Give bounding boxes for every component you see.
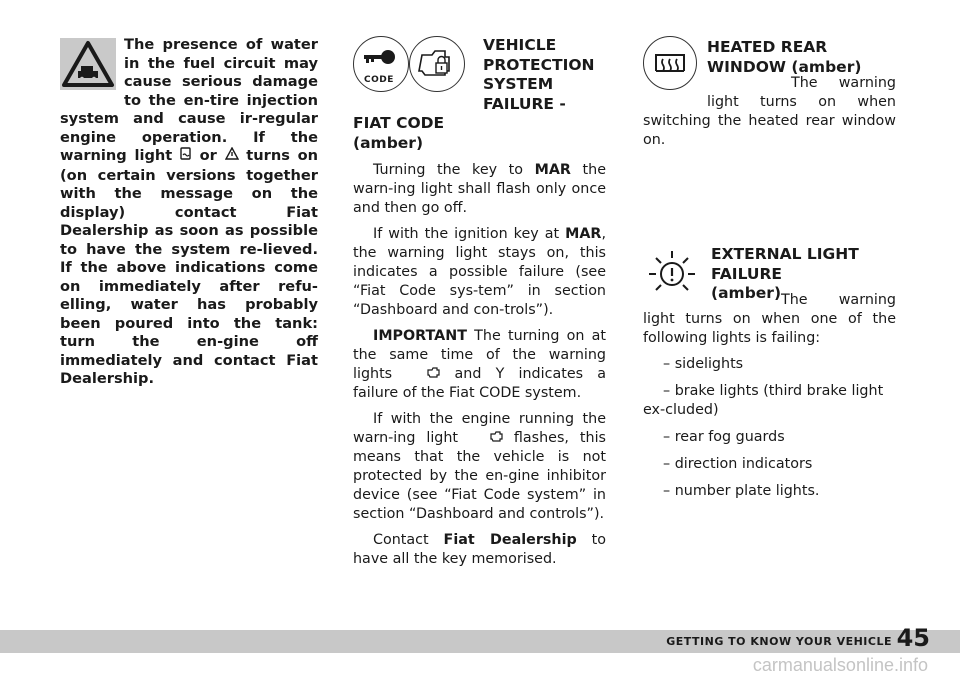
fuel-water-icon	[180, 147, 192, 167]
column-fiat-code	[353, 36, 606, 576]
external-light-text: The warning light turns on when one of the following lights is failing:	[643, 292, 896, 346]
water-in-fuel-warning: The presence of water in the fuel circuit may cause serious damage to the en-tire injection system and cause ir-regular engine operation. If the warning light or turns on (on certain versions together with the message on the display) contact Fiat Dealership as soon as possible to have the system re-lieved. If the above indications come on immediately after refu-elling, water has probably been poured into the tank: turn the en-gine off immediately and contact Fiat Dealership.	[60, 36, 318, 387]
heated-rear-window-icon	[643, 36, 697, 90]
column-water-in-fuel	[60, 36, 318, 389]
list-item: – number plate lights.	[663, 483, 820, 499]
car-warning-triangle-icon	[60, 38, 116, 90]
engine-warning-inline-icon	[406, 365, 440, 384]
list-item: – direction indicators	[663, 456, 813, 472]
section-label: GETTING TO KNOW YOUR VEHICLE	[666, 635, 892, 648]
list-item: – sidelights	[663, 356, 744, 372]
external-light-heading: EXTERNAL LIGHT FAILURE (amber)	[711, 245, 859, 302]
key-code-icon	[353, 36, 409, 92]
heated-window-text: The warning light turns on when switching the heated rear window on.	[643, 75, 896, 148]
watermark: carmanualsonline.info	[752, 655, 928, 675]
warning-triangle-icon	[225, 147, 239, 167]
list-item: – rear fog guards	[663, 429, 785, 445]
fiat-code-paragraph-4: If with the engine running the warn-ing light flashes, this means that the vehicle is not protected by the en-gine inhibitor device (see “Fiat Code system” in section “Dashboard and controls”).	[353, 411, 606, 522]
engine-inhibitor-icon	[409, 36, 465, 92]
fiat-code-paragraph-1: Turning the key to MAR the warn-ing light shall flash only once and then go off.	[353, 162, 606, 216]
failing-lights-list	[643, 355, 896, 501]
list-item: – brake lights (third brake light ex-cluded)	[643, 383, 884, 418]
page-number: 45	[896, 624, 930, 652]
external-light-failure-icon	[643, 245, 701, 303]
fiat-code-heading: VEHICLE PROTECTION SYSTEM FAILURE - FIAT CODE (amber)	[353, 36, 595, 152]
heated-window-heading: HEATED REAR WINDOW (amber)	[707, 38, 862, 76]
fiat-code-paragraph-2: If with the ignition key at MAR, the warning light stays on, this indicates a possible failure (see “Fiat Code sys-tem” in section “Dashboard and con-trols”).	[353, 226, 606, 318]
fiat-code-paragraph-3: IMPORTANT The turning on at the same time of the warning lights and Y indicates a failure of the Fiat CODE system.	[353, 328, 607, 401]
fiat-code-paragraph-5: Contact Fiat Dealership to have all the key memorised.	[353, 532, 607, 567]
fiat-code-icons	[353, 36, 473, 92]
column-lights	[643, 36, 896, 509]
code-label: CODE	[364, 75, 394, 85]
engine-warning-inline-icon	[469, 429, 503, 448]
